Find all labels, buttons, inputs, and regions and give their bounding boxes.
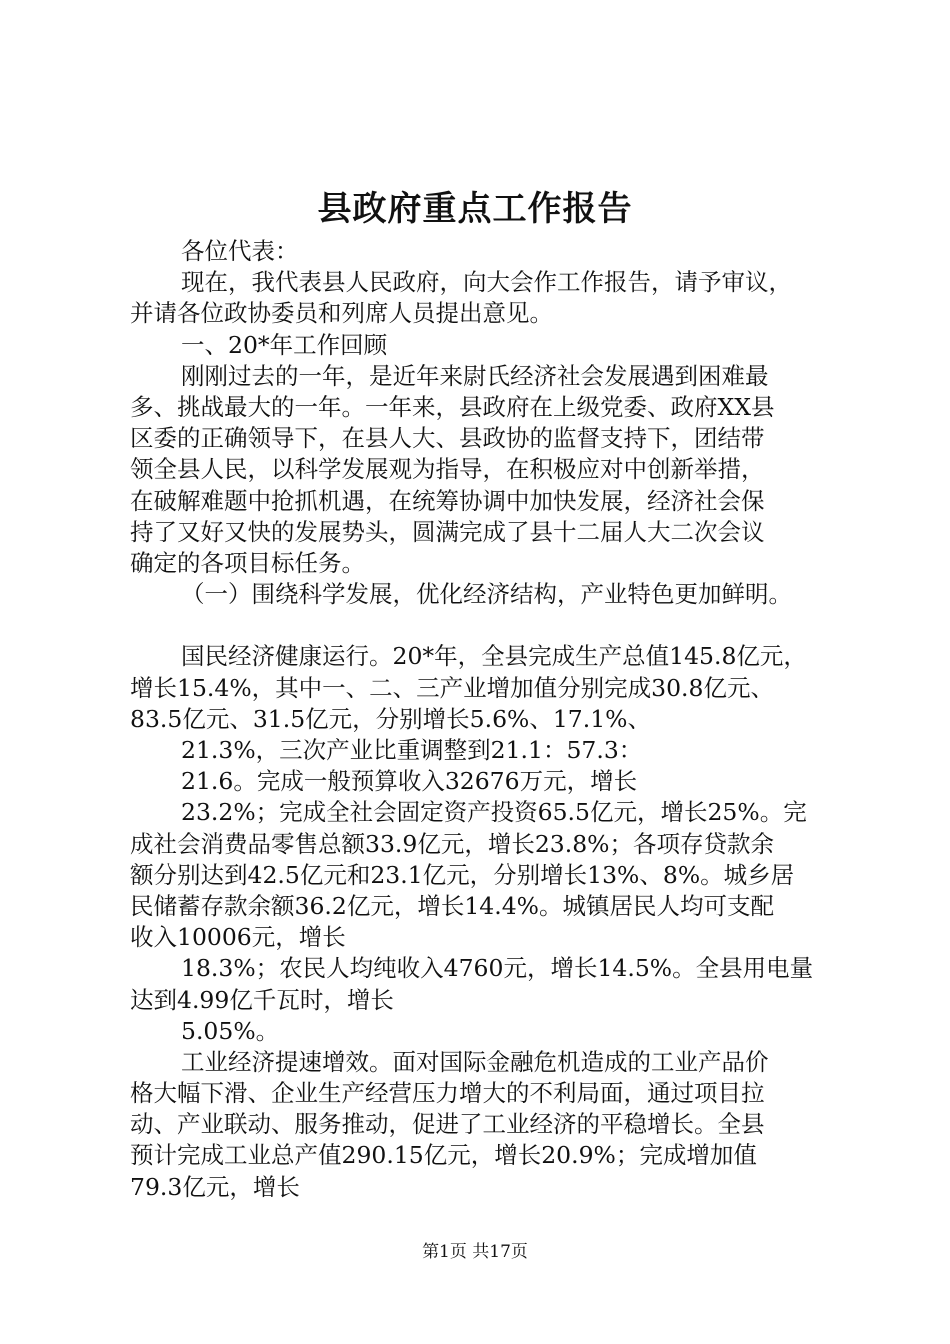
page-number-footer: 第1页 共17页 <box>422 1242 528 1262</box>
text-line: 现在，我代表县人民政府，向大会作工作报告，请予审议， <box>181 268 792 297</box>
section-heading: 一、20*年工作回顾 <box>181 330 388 359</box>
subsection-heading: （一）围绕科学发展，优化经济结构，产业特色更加鲜明。 <box>181 580 792 609</box>
text-line: 21.6。完成一般预算收入32676万元，增长 <box>181 767 638 796</box>
text-line: 区委的正确领导下，在县人大、县政协的监督支持下，团结带 <box>130 424 765 453</box>
document-title: 县政府重点工作报告 <box>317 189 633 229</box>
text-line: 5.05%。 <box>181 1016 280 1045</box>
text-line: 在破解难题中抢抓机遇，在统筹协调中加快发展，经济社会保 <box>130 486 765 515</box>
text-line: 21.3%，三次产业比重调整到21.1：57.3： <box>181 736 643 764</box>
text-line: 并请各位政协委员和列席人员提出意见。 <box>130 299 553 328</box>
text-line: 工业经济提速增效。面对国际金融危机造成的工业产品价 <box>181 1047 769 1076</box>
document-body <box>130 236 845 1203</box>
text-line: 格大幅下滑、企业生产经营压力增大的不利局面，通过项目拉 <box>130 1079 765 1108</box>
text-line: 额分别达到42.5亿元和23.1亿元，分别增长13%、8%。城乡居 <box>130 860 795 889</box>
text-line: 成社会消费品零售总额33.9亿元，增长23.8%；各项存贷款余 <box>130 829 774 858</box>
text-line: 民储蓄存款余额36.2亿元，增长14.4%。城镇居民人均可支配 <box>130 891 774 920</box>
text-line: 各位代表： <box>181 237 299 265</box>
text-line: 持了又好又快的发展势头，圆满完成了县十二届人大二次会议 <box>130 517 765 546</box>
text-line: 83.5亿元、31.5亿元，分别增长5.6%、17.1%、 <box>130 704 652 733</box>
paragraph-gap <box>130 610 845 641</box>
text-line: 国民经济健康运行。20*年，全县完成生产总值145.8亿元， <box>181 642 807 671</box>
text-line: 79.3亿元，增长 <box>130 1172 300 1201</box>
text-line: 确定的各项目标任务。 <box>130 548 365 577</box>
text-line: 刚刚过去的一年，是近年来尉氏经济社会发展遇到困难最 <box>181 361 769 390</box>
text-line: 增长15.4%，其中一、二、三产业增加值分别完成30.8亿元、 <box>130 673 774 702</box>
text-line: 动、产业联动、服务推动，促进了工业经济的平稳增长。全县 <box>130 1110 765 1139</box>
text-line: 收入10006元，增长 <box>130 923 346 952</box>
text-line: 预计完成工业总产值290.15亿元，增长20.9%；完成增加值 <box>130 1141 757 1170</box>
text-line: 领全县人民，以科学发展观为指导，在积极应对中创新举措， <box>130 455 765 484</box>
text-line: 达到4.99亿千瓦时，增长 <box>130 985 394 1014</box>
text-line: 多、挑战最大的一年。一年来，县政府在上级党委、政府XX县 <box>130 392 775 421</box>
text-line: 23.2%；完成全社会固定资产投资65.5亿元，增长25%。完 <box>181 798 807 827</box>
text-line: 18.3%；农民人均纯收入4760元，增长14.5%。全县用电量 <box>181 954 814 983</box>
